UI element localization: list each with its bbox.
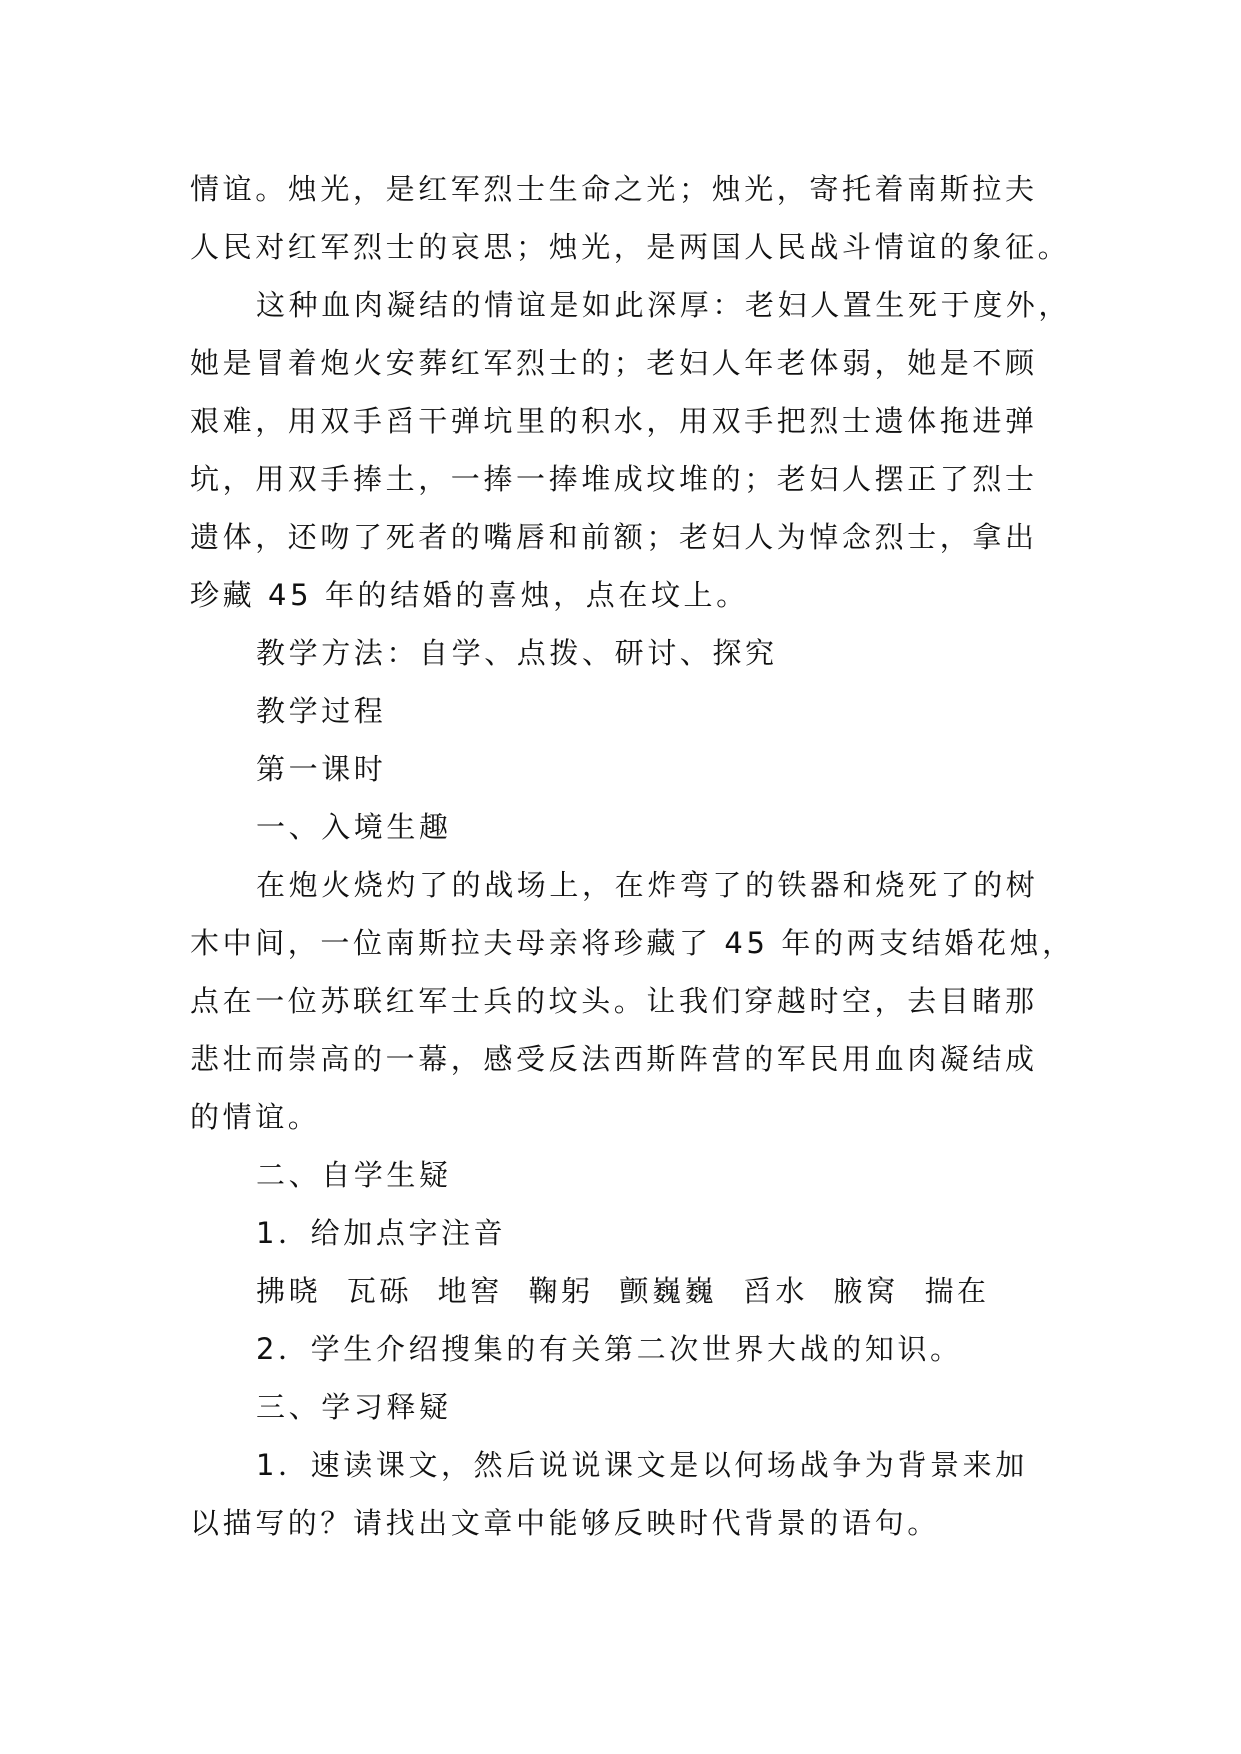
vocabulary-line: 拂晓 瓦砾 地窖 鞠躬 颤巍巍 舀水 腋窝 揣在 bbox=[256, 1274, 990, 1308]
section-heading: 一、入境生趣 bbox=[256, 810, 452, 844]
section-heading: 教学过程 bbox=[256, 694, 387, 728]
section-heading: 三、学习释疑 bbox=[256, 1390, 452, 1424]
list-item: 2．学生介绍搜集的有关第二次世界大战的知识。 bbox=[256, 1332, 963, 1366]
list-item: 1．速读课文，然后说说课文是以何场战争为背景来加 bbox=[256, 1448, 1028, 1482]
section-heading: 二、自学生疑 bbox=[256, 1158, 452, 1192]
paragraph-line: 的情谊。 bbox=[190, 1100, 321, 1134]
teaching-method-line: 教学方法：自学、点拨、研讨、探究 bbox=[256, 636, 778, 670]
paragraph-line: 艰难，用双手舀干弹坑里的积水，用双手把烈士遗体拖进弹 bbox=[190, 404, 1038, 438]
paragraph-line: 点在一位苏联红军士兵的坟头。让我们穿越时空，去目睹那 bbox=[190, 984, 1038, 1018]
paragraph-line: 在炮火烧灼了的战场上，在炸弯了的铁器和烧死了的树 bbox=[256, 868, 1039, 902]
paragraph-line: 珍藏 45 年的结婚的喜烛，点在坟上。 bbox=[190, 578, 749, 612]
paragraph-line: 这种血肉凝结的情谊是如此深厚：老妇人置生死于度外， bbox=[256, 288, 1072, 322]
paragraph-line: 情谊。烛光，是红军烈士生命之光；烛光，寄托着南斯拉夫 bbox=[190, 172, 1038, 206]
paragraph-line: 人民对红军烈士的哀思；烛光，是两国人民战斗情谊的象征。 bbox=[190, 230, 1071, 264]
paragraph-line: 坑，用双手捧土，一捧一捧堆成坟堆的；老妇人摆正了烈士 bbox=[190, 462, 1038, 496]
list-item: 1．给加点字注音 bbox=[256, 1216, 507, 1250]
section-heading: 第一课时 bbox=[256, 752, 387, 786]
paragraph-line: 悲壮而崇高的一幕，感受反法西斯阵营的军民用血肉凝结成 bbox=[190, 1042, 1038, 1076]
paragraph-line: 以描写的？请找出文章中能够反映时代背景的语句。 bbox=[190, 1506, 940, 1540]
paragraph-line: 木中间，一位南斯拉夫母亲将珍藏了 45 年的两支结婚花烛， bbox=[190, 926, 1075, 960]
paragraph-line: 她是冒着炮火安葬红军烈士的；老妇人年老体弱，她是不顾 bbox=[190, 346, 1038, 380]
paragraph-line: 遗体，还吻了死者的嘴唇和前额；老妇人为悼念烈士，拿出 bbox=[190, 520, 1038, 554]
document-body bbox=[190, 160, 1090, 1552]
